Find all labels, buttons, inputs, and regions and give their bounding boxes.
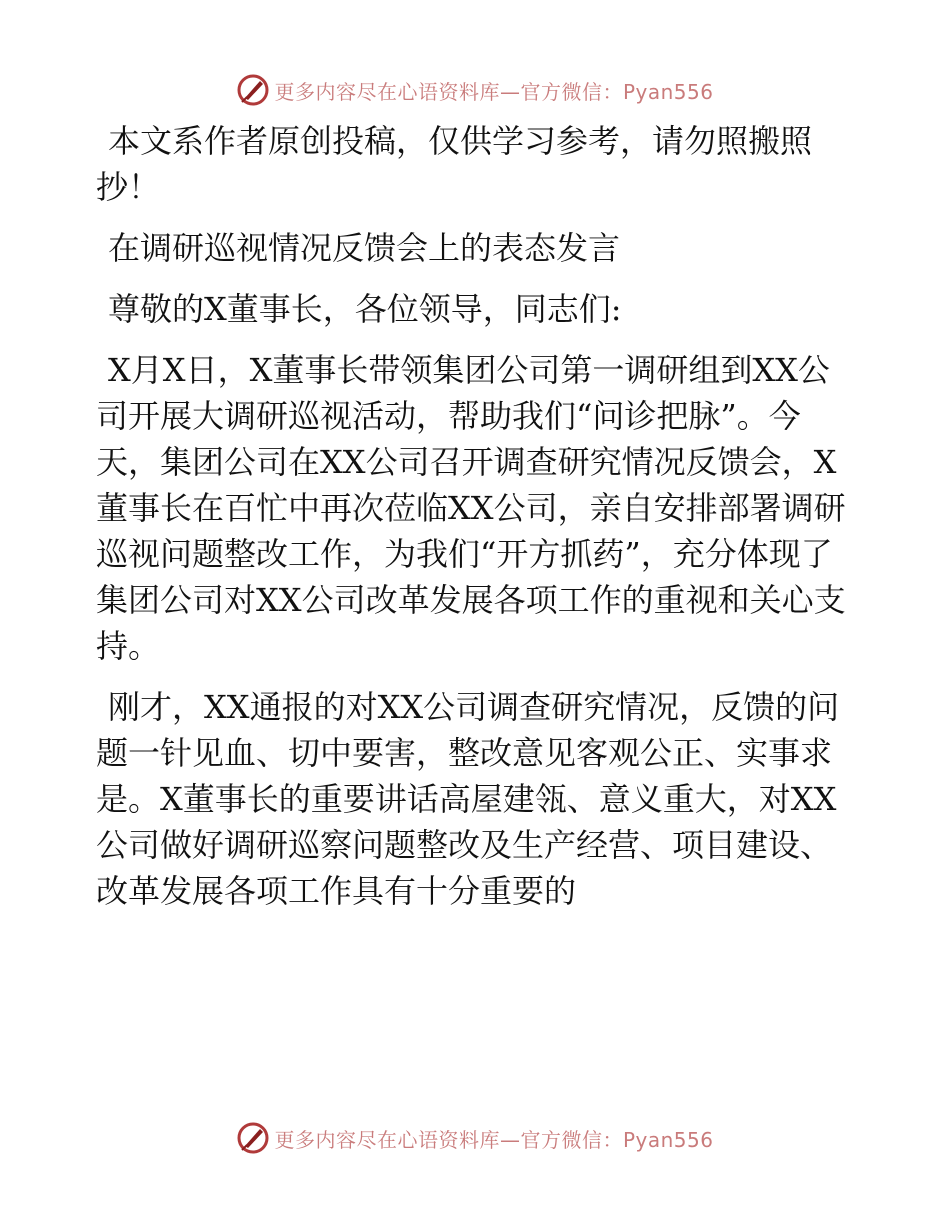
paragraph-1: X月X日，X董事长带领集团公司第一调研组到XX公司开展大调研巡视活动，帮助我们“问诊把脉”。今天，集团公司在XX公司召开调查研究情况反馈会，X董事长在百忙中再次莅临XX公司，亲自安排部署调研巡视问题整改工作，为我们“开方抓药”，充分体现了集团公司对XX公司改革发展各项工作的重视和关心支持。 xyxy=(96,351,846,665)
quill-pen-logo-icon xyxy=(236,1121,270,1155)
header-banner-text: 更多内容尽在心语资料库—官方微信：Pyan556 xyxy=(274,79,714,104)
copyright-notice: 本文系作者原创投稿，仅供学习参考，请勿照搬照抄！ xyxy=(96,122,813,206)
footer-banner xyxy=(0,1118,950,1158)
salutation: 尊敬的X董事长，各位领导，同志们: xyxy=(108,290,622,328)
header-banner xyxy=(0,70,950,110)
document-body xyxy=(96,118,856,929)
paragraph-2: 刚才，XX通报的对XX公司调查研究情况，反馈的问题一针见血、切中要害，整改意见客观公正、实事求是。X董事长的重要讲话高屋建瓴、意义重大，对XX公司做好调研巡察问题整改及生产经营、项目建设、改革发展各项工作具有十分重要的 xyxy=(96,688,840,910)
document-title: 在调研巡视情况反馈会上的表态发言 xyxy=(108,229,621,267)
footer-banner-text: 更多内容尽在心语资料库—官方微信：Pyan556 xyxy=(274,1127,714,1152)
quill-pen-logo-icon xyxy=(236,73,270,107)
